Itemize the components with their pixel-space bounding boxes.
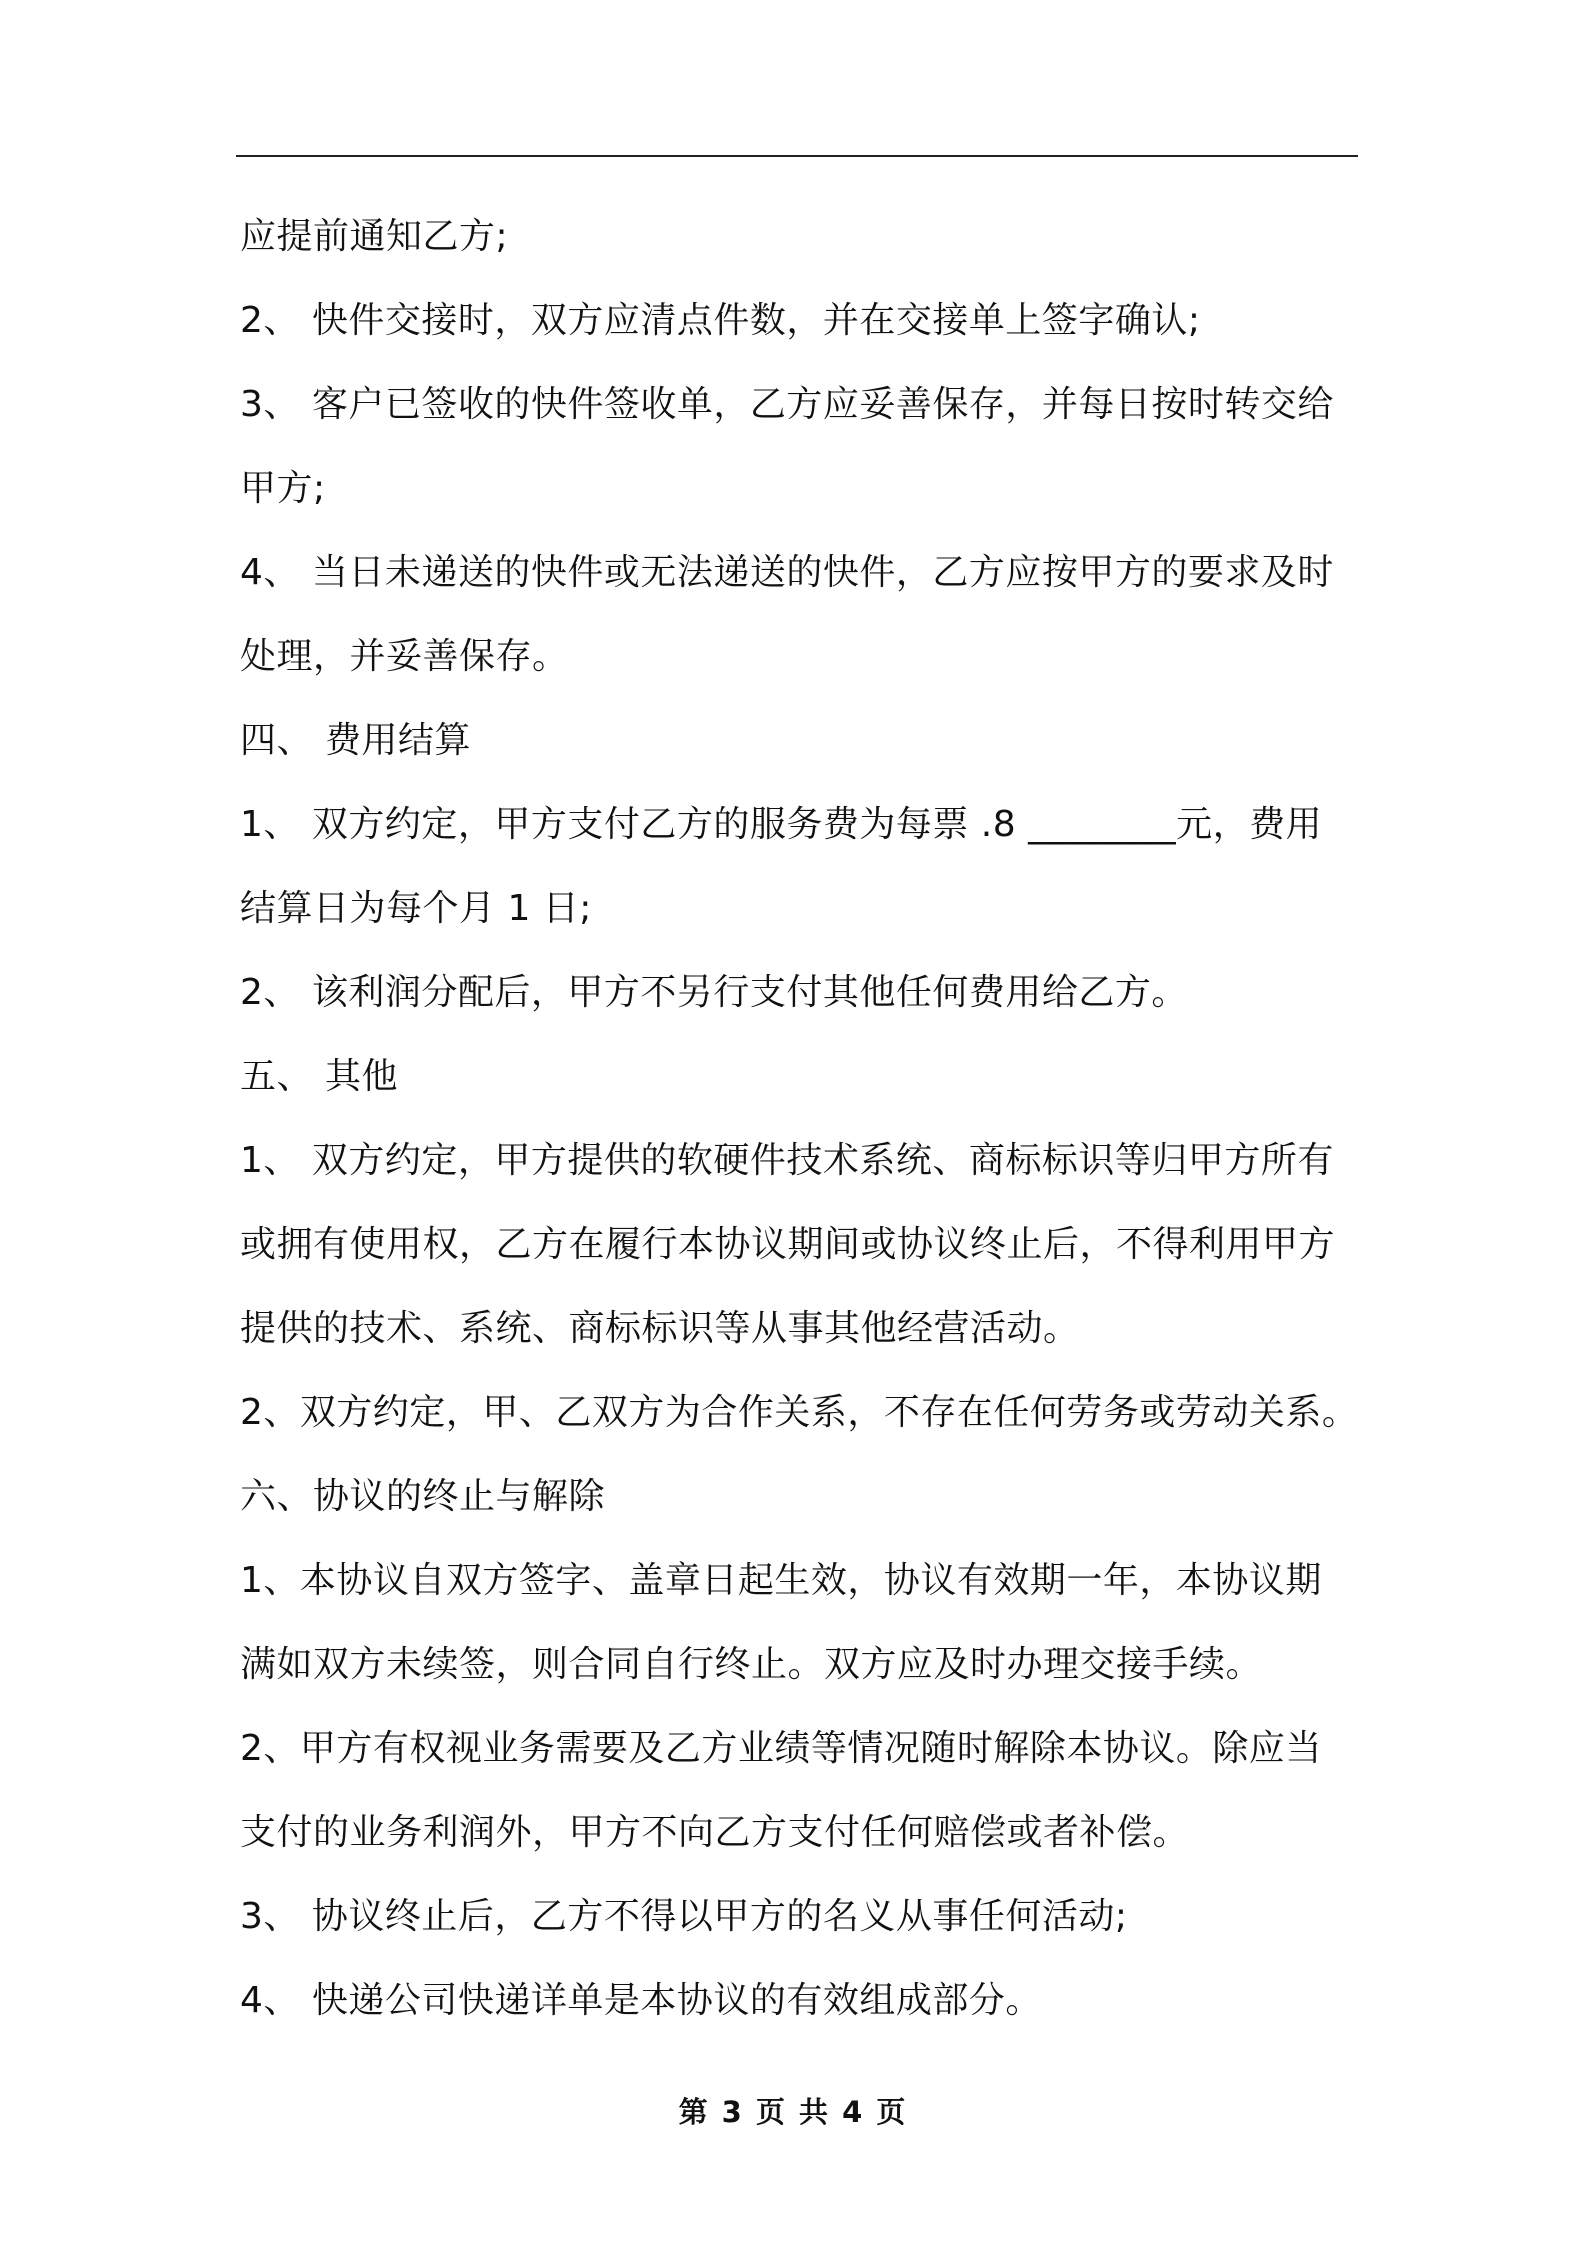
- text-line: 1、本协议自双方签字、盖章日起生效，协议有效期一年，本协议期: [240, 1560, 1322, 1601]
- text-line: 或拥有使用权，乙方在履行本协议期间或协议终止后，不得利用甲方: [240, 1224, 1336, 1265]
- text-line: 满如双方未续签，则合同自行终止。双方应及时办理交接手续。: [240, 1644, 1263, 1685]
- text-line: 2、双方约定，甲、乙双方为合作关系，不存在任何劳务或劳动关系。: [240, 1392, 1359, 1433]
- text-line: 甲方;: [240, 468, 326, 509]
- text-line: 4、 当日未递送的快件或无法递送的快件，乙方应按甲方的要求及时: [240, 552, 1334, 593]
- text-line: 3、 客户已签收的快件签收单，乙方应妥善保存，并每日按时转交给: [240, 384, 1334, 425]
- header-rule: [236, 155, 1358, 157]
- text-line: 3、 协议终止后，乙方不得以甲方的名义从事任何活动;: [240, 1896, 1128, 1937]
- text-line: 2、甲方有权视业务需要及乙方业绩等情况随时解除本协议。除应当: [240, 1728, 1322, 1769]
- page-number-footer: 第 3 页 共 4 页: [678, 2095, 908, 2129]
- document-body: [240, 195, 1360, 2043]
- text-line: 2、 快件交接时，双方应清点件数，并在交接单上签字确认;: [240, 300, 1201, 341]
- text-line: 1、 双方约定，甲方支付乙方的服务费为每票 .8 ________元，费用: [240, 804, 1323, 845]
- text-line: 4、 快递公司快递详单是本协议的有效组成部分。: [240, 1980, 1042, 2021]
- text-line: 1、 双方约定，甲方提供的软硬件技术系统、商标标识等归甲方所有: [240, 1140, 1334, 1181]
- section-heading: 四、 费用结算: [240, 720, 471, 761]
- section-heading: 五、 其他: [240, 1056, 398, 1097]
- text-line: 应提前通知乙方;: [240, 216, 509, 257]
- section-heading: 六、协议的终止与解除: [240, 1476, 606, 1517]
- text-line: 提供的技术、系统、商标标识等从事其他经营活动。: [240, 1308, 1080, 1349]
- text-line: 结算日为每个月 1 日;: [240, 888, 592, 929]
- text-line: 支付的业务利润外，甲方不向乙方支付任何赔偿或者补偿。: [240, 1812, 1190, 1853]
- text-line: 处理，并妥善保存。: [240, 636, 569, 677]
- text-line: 2、 该利润分配后，甲方不另行支付其他任何费用给乙方。: [240, 972, 1188, 1013]
